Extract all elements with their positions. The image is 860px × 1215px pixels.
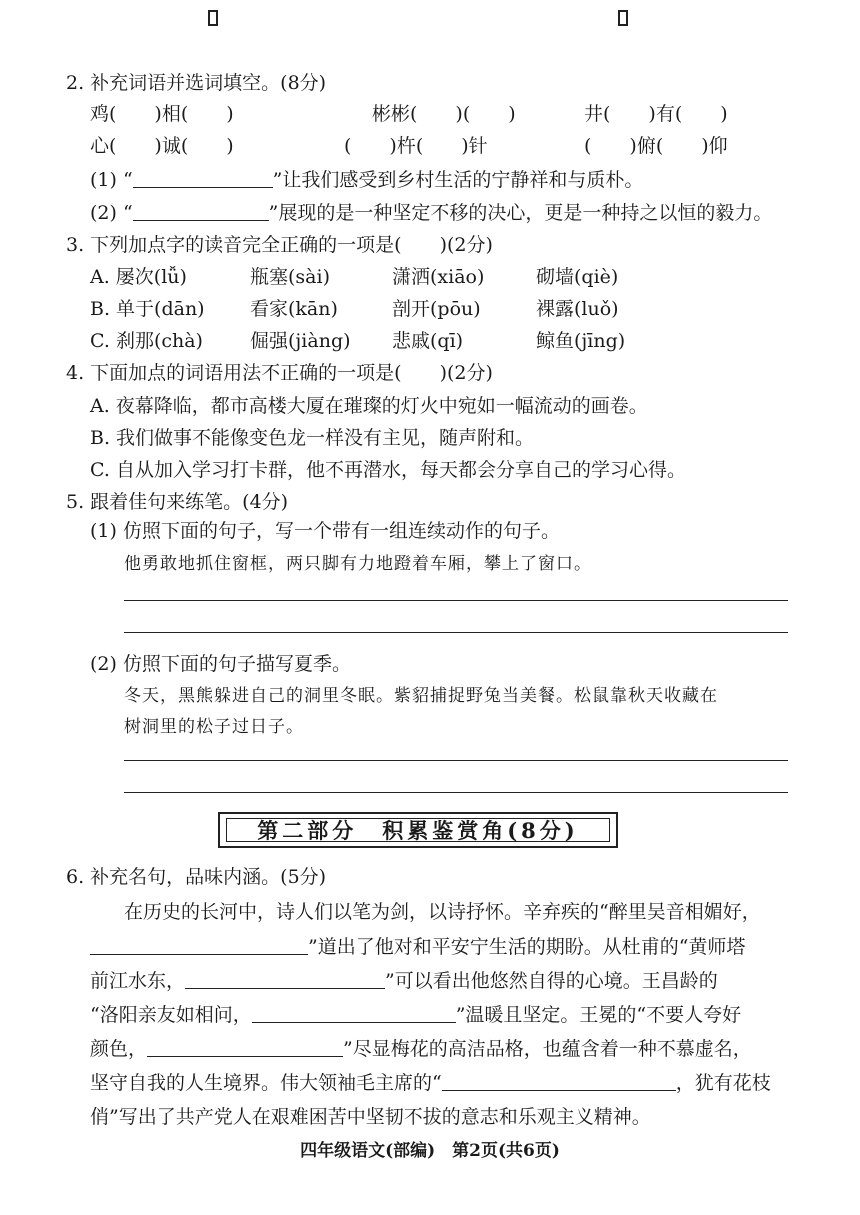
q5-title: 5. 跟着佳句来练笔。(4分) [66,491,289,513]
q5-part2-example-line1: 冬天，黑熊躲进自己的洞里冬眠。紫貂捕捉野兔当美餐。松鼠靠秋天收藏在 [124,686,718,706]
q3-option-b1: B. 单于(dān) [90,298,205,320]
q4-option-b: B. 我们做事不能像变色龙一样没有主见，随声附和。 [90,427,535,449]
q6-line-1: 在历史的长河中，诗人们以笔为剑，以诗抒怀。辛弃疾的“醉里吴音相媚好， [124,901,761,923]
q6-line-6-pre: 坚守自我的人生境界。伟大领袖毛主席的“ [90,1072,442,1094]
q6-line-2-text: ”道出了他对和平安宁生活的期盼。从杜甫的“黄师塔 [308,936,746,958]
q3-option-c3: 悲戚(qī) [392,330,464,352]
q6-line-7: 俏”写出了共产党人在艰难困苦中坚韧不拔的意志和乐观主义精神。 [90,1106,651,1128]
q3-option-c1: C. 刹那(chà) [90,330,203,352]
q6-line-3 [90,968,718,994]
page-footer: 四年级语文(部编) 第2页(共6页) [300,1141,560,1161]
q6-line-4-pre: “洛阳亲友如相问， [90,1004,252,1026]
banner-right-ornament [618,10,628,26]
q2-idiom-6: ( )俯( )仰 [584,135,728,157]
q4-title: 4. 下面加点的词语用法不正确的一项是( )(2分) [66,362,493,384]
q2-s2-text: ”展现的是一种坚定不移的决心，更是一种持之以恒的毅力。 [268,202,773,224]
q6-line-3-post: ”可以看出他悠然自得的心境。王昌龄的 [385,970,718,992]
q6-blank-3[interactable] [252,1002,456,1023]
q3-option-a4: 砌墙(qiè) [536,266,619,288]
q6-line-4-post: ”温暖且坚定。王冕的“不要人夸好 [455,1004,742,1026]
q2-idiom-1: 鸡( )相( ) [90,103,234,125]
q3-title: 3. 下列加点字的读音完全正确的一项是( )(2分) [66,234,493,256]
q3-option-c2: 倔强(jiàng) [250,330,351,352]
q2-sentence-2 [90,200,772,226]
q2-idiom-2: 彬彬( )( ) [372,103,516,125]
q5-part2-prompt: (2) 仿照下面的句子描写夏季。 [90,653,351,675]
q6-line-5-pre: 颜色， [90,1038,148,1060]
q2-blank-1[interactable] [133,167,273,188]
q2-s1-text: ”让我们感受到乡村生活的宁静祥和与质朴。 [272,169,644,191]
q5-answer-line-1[interactable] [124,600,788,601]
q6-line-4 [90,1002,741,1028]
q3-option-c4: 鲸鱼(jīng) [536,330,626,352]
q4-option-a: A. 夜幕降临，都市高楼大厦在璀璨的灯火中宛如一幅流动的画卷。 [90,395,648,417]
q3-option-a3: 潇洒(xiāo) [392,266,485,288]
q6-line-6 [90,1070,771,1096]
q6-line-3-pre: 前江水东， [90,970,186,992]
q6-blank-4[interactable] [147,1036,343,1057]
q6-line-5-post: ”尽显梅花的高洁品格，也蕴含着一种不慕虚名， [343,1038,752,1060]
section-banner-title: 第二部分 积累鉴赏角(8分) [226,818,610,842]
q2-s2-open: (2) “ [90,202,133,224]
q5-part1-example: 他勇敢地抓住窗框，两只脚有力地蹬着车厢，攀上了窗口。 [124,554,592,574]
q3-option-b2: 看家(kān) [250,298,338,320]
q2-idiom-5: ( )杵( )针 [344,135,488,157]
q3-option-a1: A. 屡次(lǚ) [90,266,187,288]
q6-blank-1[interactable] [90,934,308,955]
q5-answer-line-2[interactable] [124,632,788,633]
q5-part1-prompt: (1) 仿照下面的句子，写一个带有一组连续动作的句子。 [90,520,560,542]
q6-blank-2[interactable] [185,968,385,989]
q6-line-5 [90,1036,752,1062]
q6-title: 6. 补充名句，品味内涵。(5分) [66,866,327,888]
section-banner [218,812,618,848]
q6-line-6-post: ，犹有花枝 [675,1072,771,1094]
q2-s1-open: (1) “ [90,169,133,191]
q3-option-b3: 剖开(pōu) [392,298,481,320]
q3-option-a2: 瓶塞(sài) [250,266,330,288]
q2-idiom-3: 井( )有( ) [584,103,728,125]
q5-answer-line-4[interactable] [124,792,788,793]
q6-blank-5[interactable] [442,1070,676,1091]
q5-answer-line-3[interactable] [124,760,788,761]
q2-sentence-1 [90,167,643,193]
q4-option-c: C. 自从加入学习打卡群，他不再潜水，每天都会分享自己的学习心得。 [90,459,686,481]
q2-title: 2. 补充词语并选词填空。(8分) [66,72,327,94]
q3-option-b4: 裸露(luǒ) [536,298,619,320]
q2-idiom-4: 心( )诚( ) [90,135,234,157]
q5-part2-example-line2: 树洞里的松子过日子。 [124,717,304,737]
banner-left-ornament [208,10,218,26]
q6-line-2 [90,934,745,960]
q2-blank-2[interactable] [133,200,269,221]
